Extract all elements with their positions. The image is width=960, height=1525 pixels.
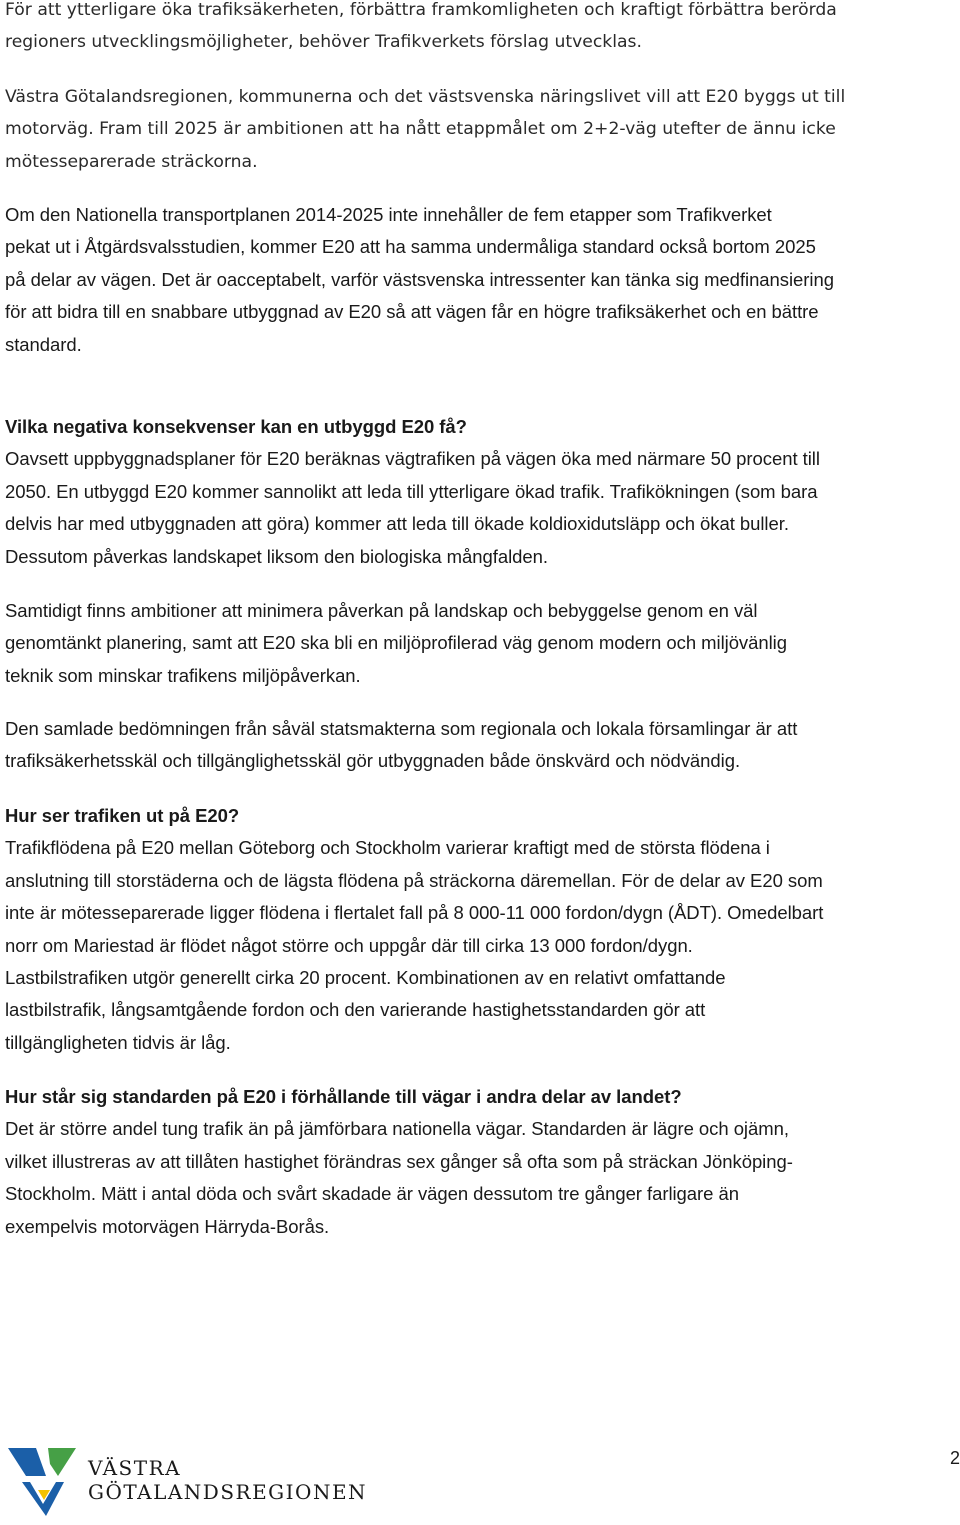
text-line: Lastbilstrafiken utgör generellt cirka 20 procent. Kombinationen av en relativt omfattande <box>5 967 726 989</box>
logo-text-line2: GÖTALANDSREGIONEN <box>88 1480 368 1504</box>
text-line: mötesseparerade sträckorna. <box>5 151 258 172</box>
text-line: vilket illustreras av att tillåten hastighet förändras sex gånger så ofta som på sträckan Jönköping- <box>5 1150 793 1172</box>
vastra-gotalandsregionen-logo <box>6 1442 366 1520</box>
text-line: Samtidigt finns ambitioner att minimera påverkan på landskap och bebyggelse genom en väl <box>5 600 758 621</box>
text-line: Dessutom påverkas landskapet liksom den biologiska mångfalden. <box>5 545 548 567</box>
text-line: delvis har med utbyggnaden att göra) kommer att leda till ökade koldioxidutsläpp och ökat buller. <box>5 513 789 535</box>
text-line: pekat ut i Åtgärdsvalsstudien, kommer E20 att ha samma undermåliga standard också bortom 2025 <box>5 236 816 258</box>
section-traffic <box>5 800 957 1059</box>
text-line: anslutning till storstäderna och de lägsta flödena på sträckorna däremellan. För de delar av E20 som <box>5 869 823 891</box>
text-line: på delar av vägen. Det är oacceptabelt, varför västsvenska intressenter kan tänka sig medfinansiering <box>5 268 834 290</box>
text-line: teknik som minskar trafikens miljöpåverkan. <box>5 664 361 686</box>
text-line: trafiksäkerhetsskäl och tillgänglighetsskäl gör utbyggnaden både önskvärd och nödvändig. <box>5 750 741 772</box>
paragraph-ambitions <box>5 595 957 692</box>
paragraph-assessment <box>5 713 957 778</box>
text-line: inte är mötesseparerade ligger flödena i flertalet fall på 8 000-11 000 fordon/dygn (ÅDT). Omedelbart <box>5 902 824 924</box>
text-line: Om den Nationella transportplanen 2014-2025 inte innehåller de fem etapper som Trafikverket <box>5 204 772 225</box>
section-heading: Hur står sig standarden på E20 i förhållande till vägar i andra delar av landet? <box>5 1086 682 1107</box>
text-line: genomtänkt planering, samt att E20 ska bli en miljöprofilerad väg genom modern och miljövänlig <box>5 632 787 654</box>
text-line: standard. <box>5 333 82 355</box>
text-line: Västra Götalandsregionen, kommunerna och det västsvenska näringslivet vill att E20 byggs ut till <box>5 87 846 107</box>
text-line: regioners utvecklingsmöjligheter, behöver Trafikverkets förslag utvecklas. <box>5 32 642 53</box>
text-line: motorväg. Fram till 2025 är ambitionen att ha nått etappmålet om 2+2-väg utefter de ännu icke <box>5 119 836 140</box>
section-negative-consequences <box>5 411 957 573</box>
text-line: exempelvis motorvägen Härryda-Borås. <box>5 1215 330 1237</box>
text-line: Trafikflödena på E20 mellan Göteborg och Stockholm varierar kraftigt med de största flödena i <box>5 837 770 859</box>
paragraph-ambition <box>5 81 957 178</box>
text-line: Det är större andel tung trafik än på jämförbara nationella vägar. Standarden är lägre och ojämn, <box>5 1118 789 1140</box>
text-line: för att bidra till en snabbare utbyggnad av E20 så att vägen får en högre trafiksäkerhet och en bättre <box>5 301 819 323</box>
text-line: norr om Mariestad är flödet något större och uppgår där till cirka 13 000 fordon/dygn. <box>5 934 693 956</box>
text-line: Den samlade bedömningen från såväl statsmakterna som regionala och lokala församlingar är att <box>5 718 798 739</box>
logo-text-line1: VÄSTRA <box>88 1456 182 1480</box>
text-line: Oavsett uppbyggnadsplaner för E20 beräknas vägtrafiken på vägen öka med närmare 50 procent till <box>5 448 820 470</box>
section-heading: Hur ser trafiken ut på E20? <box>5 805 240 826</box>
page-number: 2 <box>949 1448 960 1468</box>
section-heading: Vilka negativa konsekvenser kan en utbyggd E20 få? <box>5 416 467 437</box>
text-line: Stockholm. Mätt i antal döda och svårt skadade är vägen dessutom tre gånger farligare än <box>5 1183 739 1205</box>
logo-mark-icon <box>6 1442 86 1520</box>
text-line: tillgängligheten tidvis är låg. <box>5 1031 231 1053</box>
text-line: lastbilstrafik, långsamtgående fordon och den varierande hastighetsstandarden gör att <box>5 999 706 1021</box>
paragraph-transport-plan <box>5 199 957 361</box>
text-line: För att ytterligare öka trafiksäkerheten, förbättra framkomligheten och kraftigt förbättra berörda <box>5 0 837 20</box>
section-standard <box>5 1081 957 1243</box>
text-line: 2050. En utbyggd E20 kommer sannolikt att leda till ytterligare ökad trafik. Trafikökningen (som bara <box>5 480 818 502</box>
paragraph-intro <box>5 0 957 59</box>
